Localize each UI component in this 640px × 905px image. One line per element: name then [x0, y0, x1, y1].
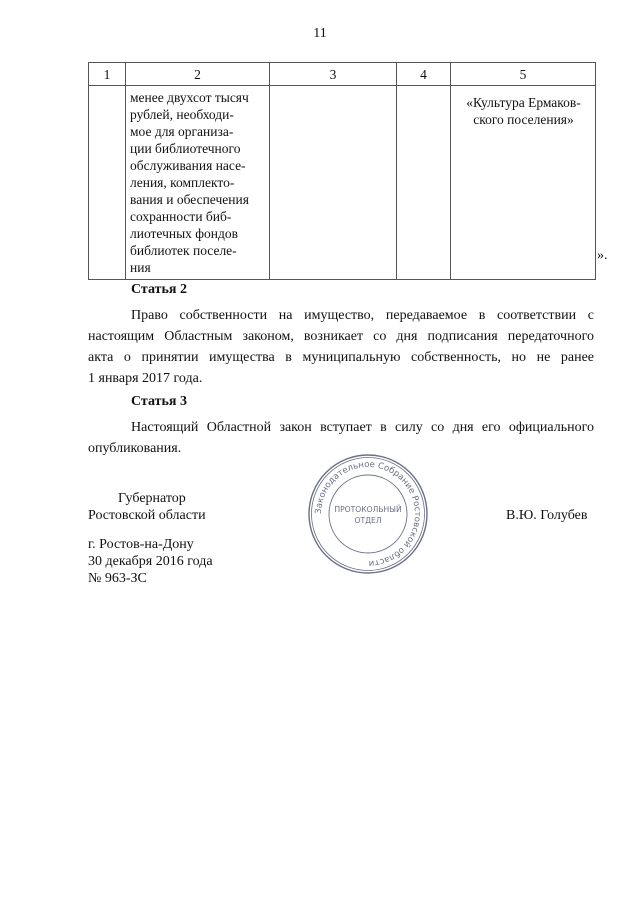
signing-details [88, 536, 213, 587]
cell-text-line: ления, комплекто- [130, 175, 235, 190]
cell-text-line: мое для организа- [130, 124, 234, 139]
cell-text-line: «Культура Ермаков- [466, 95, 581, 110]
cell-text-line: вания и обеспечения [130, 192, 249, 207]
closing-quote: ». [597, 248, 608, 263]
paragraph-line: опубликования. [88, 441, 182, 456]
signatory-title-line2: Ростовской области [88, 508, 206, 523]
paragraph-line: Право собственности на имущество, передаваемое в соответствии с [131, 308, 594, 323]
stamp-outer-ring [309, 455, 427, 573]
signing-date: 30 декабря 2016 года [88, 554, 213, 569]
stamp-inner-ring [329, 475, 407, 553]
table-cell-col2 [126, 86, 270, 280]
property-table [88, 62, 596, 280]
table-cell-col5 [451, 86, 596, 280]
cell-text-line: сохранности биб- [130, 209, 232, 224]
table-cell-col4 [397, 86, 451, 280]
law-number: № 963-ЗС [88, 571, 147, 586]
table-header-cell: 3 [270, 63, 397, 86]
table-header-cell: 4 [397, 63, 451, 86]
cell-text-line: лиотечных фондов [130, 226, 239, 241]
paragraph-line: настоящим Областным законом, возникает со дня подписания передаточного [88, 329, 594, 344]
official-stamp [306, 452, 430, 576]
cell-text-line: ния [130, 260, 151, 275]
table-header-cell: 5 [451, 63, 596, 86]
paragraph-line: Настоящий Областной закон вступает в силу со дня его официального [131, 420, 594, 435]
signatory-title-line1: Губернатор [118, 491, 186, 506]
article-2-text [88, 305, 594, 389]
table-cell-col1 [89, 86, 126, 280]
stamp-center-line1: ПРОТОКОЛЬНЫЙ [334, 505, 402, 514]
paragraph-line: 1 января 2017 года. [88, 371, 203, 386]
stamp-outer-ring-inner [312, 458, 425, 571]
page-number: 11 [313, 26, 327, 41]
signatory-name: В.Ю. Голубев [506, 508, 588, 523]
signing-place: г. Ростов-на-Дону [88, 537, 194, 552]
cell-text-line: ции библиотечного [130, 141, 241, 156]
table-cell-col3 [270, 86, 397, 280]
cell-text-line: ского поселения» [473, 112, 574, 127]
paragraph-line: акта о принятии имущества в муниципальную собственность, но не ранее [88, 350, 594, 365]
stamp-ring-text: Законодательное Собрание Ростовской области [313, 459, 423, 569]
table-header-row [89, 63, 596, 86]
article-3-title: Статья 3 [131, 394, 187, 409]
cell-text-line: рублей, необходи- [130, 107, 234, 122]
cell-text-line: обслуживания насе- [130, 158, 246, 173]
table-row [89, 86, 596, 280]
table-header-cell: 2 [126, 63, 270, 86]
cell-text-line: менее двухсот тысяч [130, 90, 249, 105]
table-header-cell: 1 [89, 63, 126, 86]
article-2-title: Статья 2 [131, 282, 187, 297]
stamp-center-line2: ОТДЕЛ [354, 516, 382, 525]
cell-text-line: библиотек поселе- [130, 243, 237, 258]
